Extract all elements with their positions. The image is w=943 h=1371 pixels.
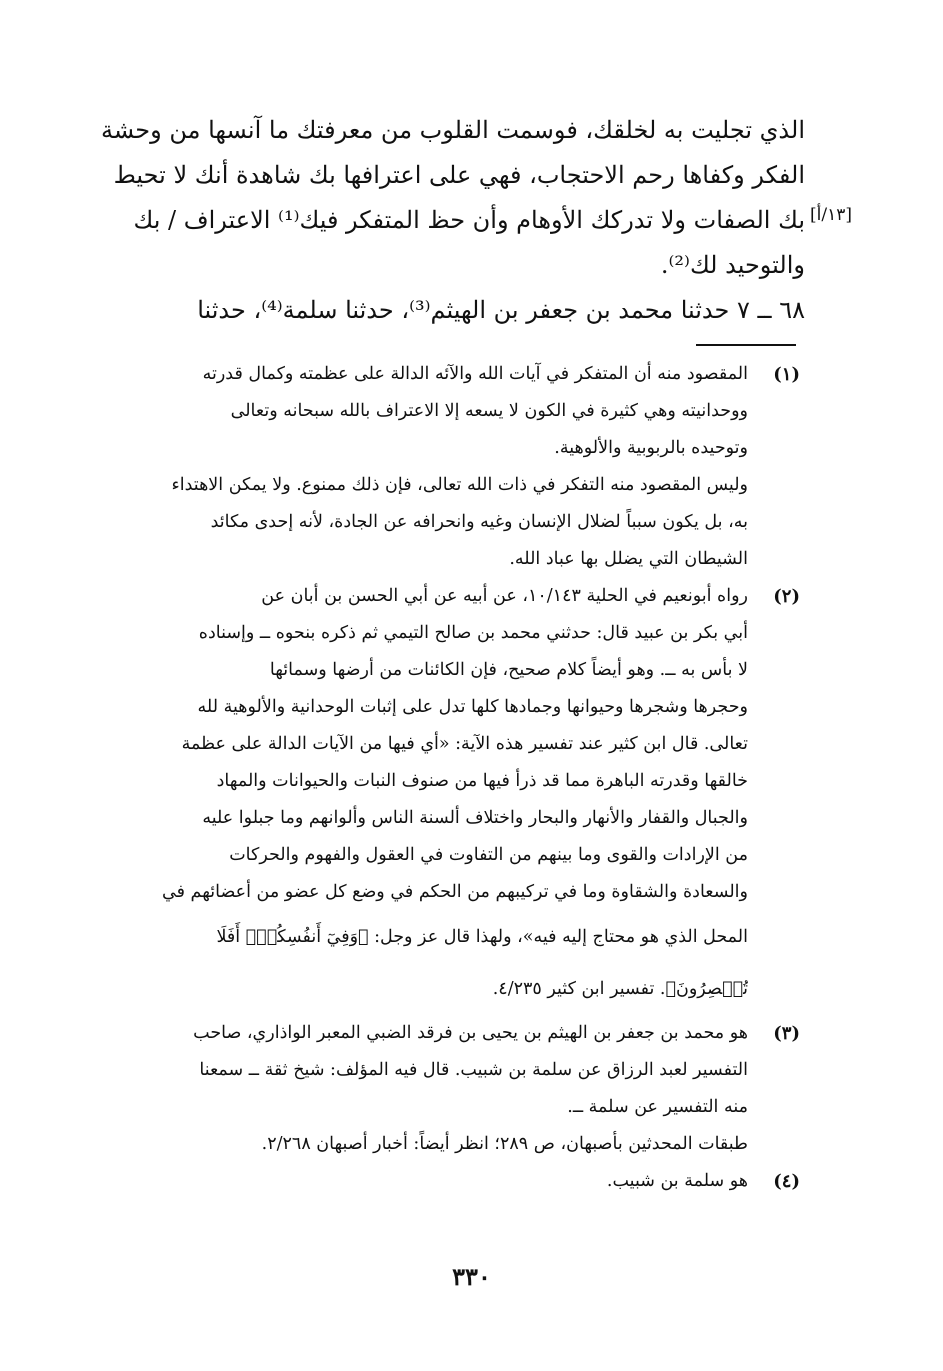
footnote-line: به، بل يكون سبباً لضلال الإنسان وغيه وانحرافه عن الجادة، لأنه إحدى مكائد	[210, 512, 748, 532]
footnote-2	[100, 578, 800, 1015]
footnote-number: (٣)	[773, 1023, 800, 1044]
footnote-line: من الإرادات والقوى وما بينهم من التفاوت في العقول والفهوم والحركات	[229, 845, 748, 865]
main-text-line: بك الصفات ولا تدركك الأوهام وأن حظ المتفكر فيك⁽¹⁾ الاعتراف / بك	[133, 206, 805, 234]
footnote-separator	[696, 344, 796, 346]
main-text	[100, 108, 805, 333]
footnote-line: أبي بكر بن عبيد قال: حدثني محمد بن صالح التيمي ثم ذكره بنحوه ــ وإسناده	[198, 623, 748, 643]
footnote-line-quran: المحل الذي هو محتاج إليه فيه»، ولهذا قال عز وجل: ﴿وَفِيٓ أَنفُسِكُمۡۚ أَفَلَا	[216, 927, 748, 947]
main-text-line: والتوحيد لك⁽²⁾.	[660, 251, 805, 279]
hadith-68-line: ٦٨ ــ ٧ حدثنا محمد بن جعفر بن الهيثم⁽³⁾، حدثنا سلمة⁽⁴⁾، حدثنا	[197, 296, 805, 324]
footnote-line: وتوحيده بالربوبية والألوهية.	[554, 438, 748, 458]
footnote-3	[100, 1015, 800, 1163]
footnote-line: وحجرها وشجرها وحيوانها وجمادها كلها تدل على إثبات الوحدانية والألوهية لله	[197, 697, 748, 717]
footnote-line: طبقات المحدثين بأصبهان، ص ٢٨٩؛ انظر أيضاً: أخبار أصبهان ٢/٢٦٨.	[261, 1134, 748, 1154]
footnote-line: التفسير لعبد الرزاق عن سلمة بن شبيب. قال فيه المؤلف: شيخ ثقة ــ سمعنا	[199, 1060, 748, 1080]
footnote-line: والجبال والقفار والأنهار والبحار واختلاف ألسنة الناس وألوانهم وما جبلوا عليه	[202, 808, 748, 828]
manuscript-folio-marker: [١٣/أ]	[810, 205, 852, 225]
footnote-line: الشيطان التي يضلل بها عباد الله.	[509, 549, 748, 569]
footnote-number: (٢)	[773, 586, 800, 607]
footnote-line: لا بأس به ــ. وهو أيضاً كلام صحيح، فإن الكائنات من أرضها وسمائها	[269, 660, 748, 680]
footnote-line: هو سلمة بن شبيب.	[606, 1171, 748, 1191]
footnote-line: رواه أبونعيم في الحلية ١٠/١٤٣، عن أبيه عن أبي الحسن بن أبان عن	[261, 586, 748, 606]
footnote-line-quran: تُبۡصِرُونَ﴾. تفسير ابن كثير ٤/٢٣٥.	[492, 979, 748, 999]
footnote-line: منه التفسير عن سلمة ــ.	[567, 1097, 748, 1117]
footnote-line: هو محمد بن جعفر بن الهيثم بن يحيى بن فرقد الضبي المعبر الواذاري، صاحب	[193, 1023, 748, 1043]
footnote-1	[100, 356, 800, 578]
footnote-number: (٤)	[773, 1171, 800, 1192]
footnote-line: والسعادة والشقاوة وما في تركيبهم من الحكم في وضع كل عضو من أعضائهم في	[162, 882, 748, 902]
footnote-line: ووحدانيته وهي كثيرة في الكون لا يسعه إلا الاعتراف بالله سبحانه وتعالى	[230, 401, 748, 421]
footnote-line: المقصود منه أن المتفكر في آيات الله والآئه الدالة على عظمته وكمال قدرته	[202, 364, 748, 384]
footnote-line: تعالى. قال ابن كثير عند تفسير هذه الآية: «أي فيها من الآيات الدالة على عظمة	[181, 734, 748, 754]
footnote-number: (١)	[773, 364, 800, 385]
footnote-line: خالقها وقدرته الباهرة مما قد ذرأ فيها من صنوف النبات والحيوانات والمهاد	[216, 771, 748, 791]
page-number: ٣٣٠	[452, 1262, 491, 1291]
footnote-4	[100, 1163, 800, 1200]
footnotes	[100, 356, 800, 1200]
footnote-line: وليس المقصود منه التفكر في ذات الله تعالى، فإن ذلك ممنوع. ولا يمكن الاهتداء	[171, 475, 748, 495]
main-text-line: الذي تجليت به لخلقك، فوسمت القلوب من معرفتك ما آنسها من وحشة	[101, 116, 805, 144]
main-text-line: الفكر وكفاها رحم الاحتجاب، فهي على اعترافها بك شاهدة أنك لا تحيط	[113, 161, 805, 189]
